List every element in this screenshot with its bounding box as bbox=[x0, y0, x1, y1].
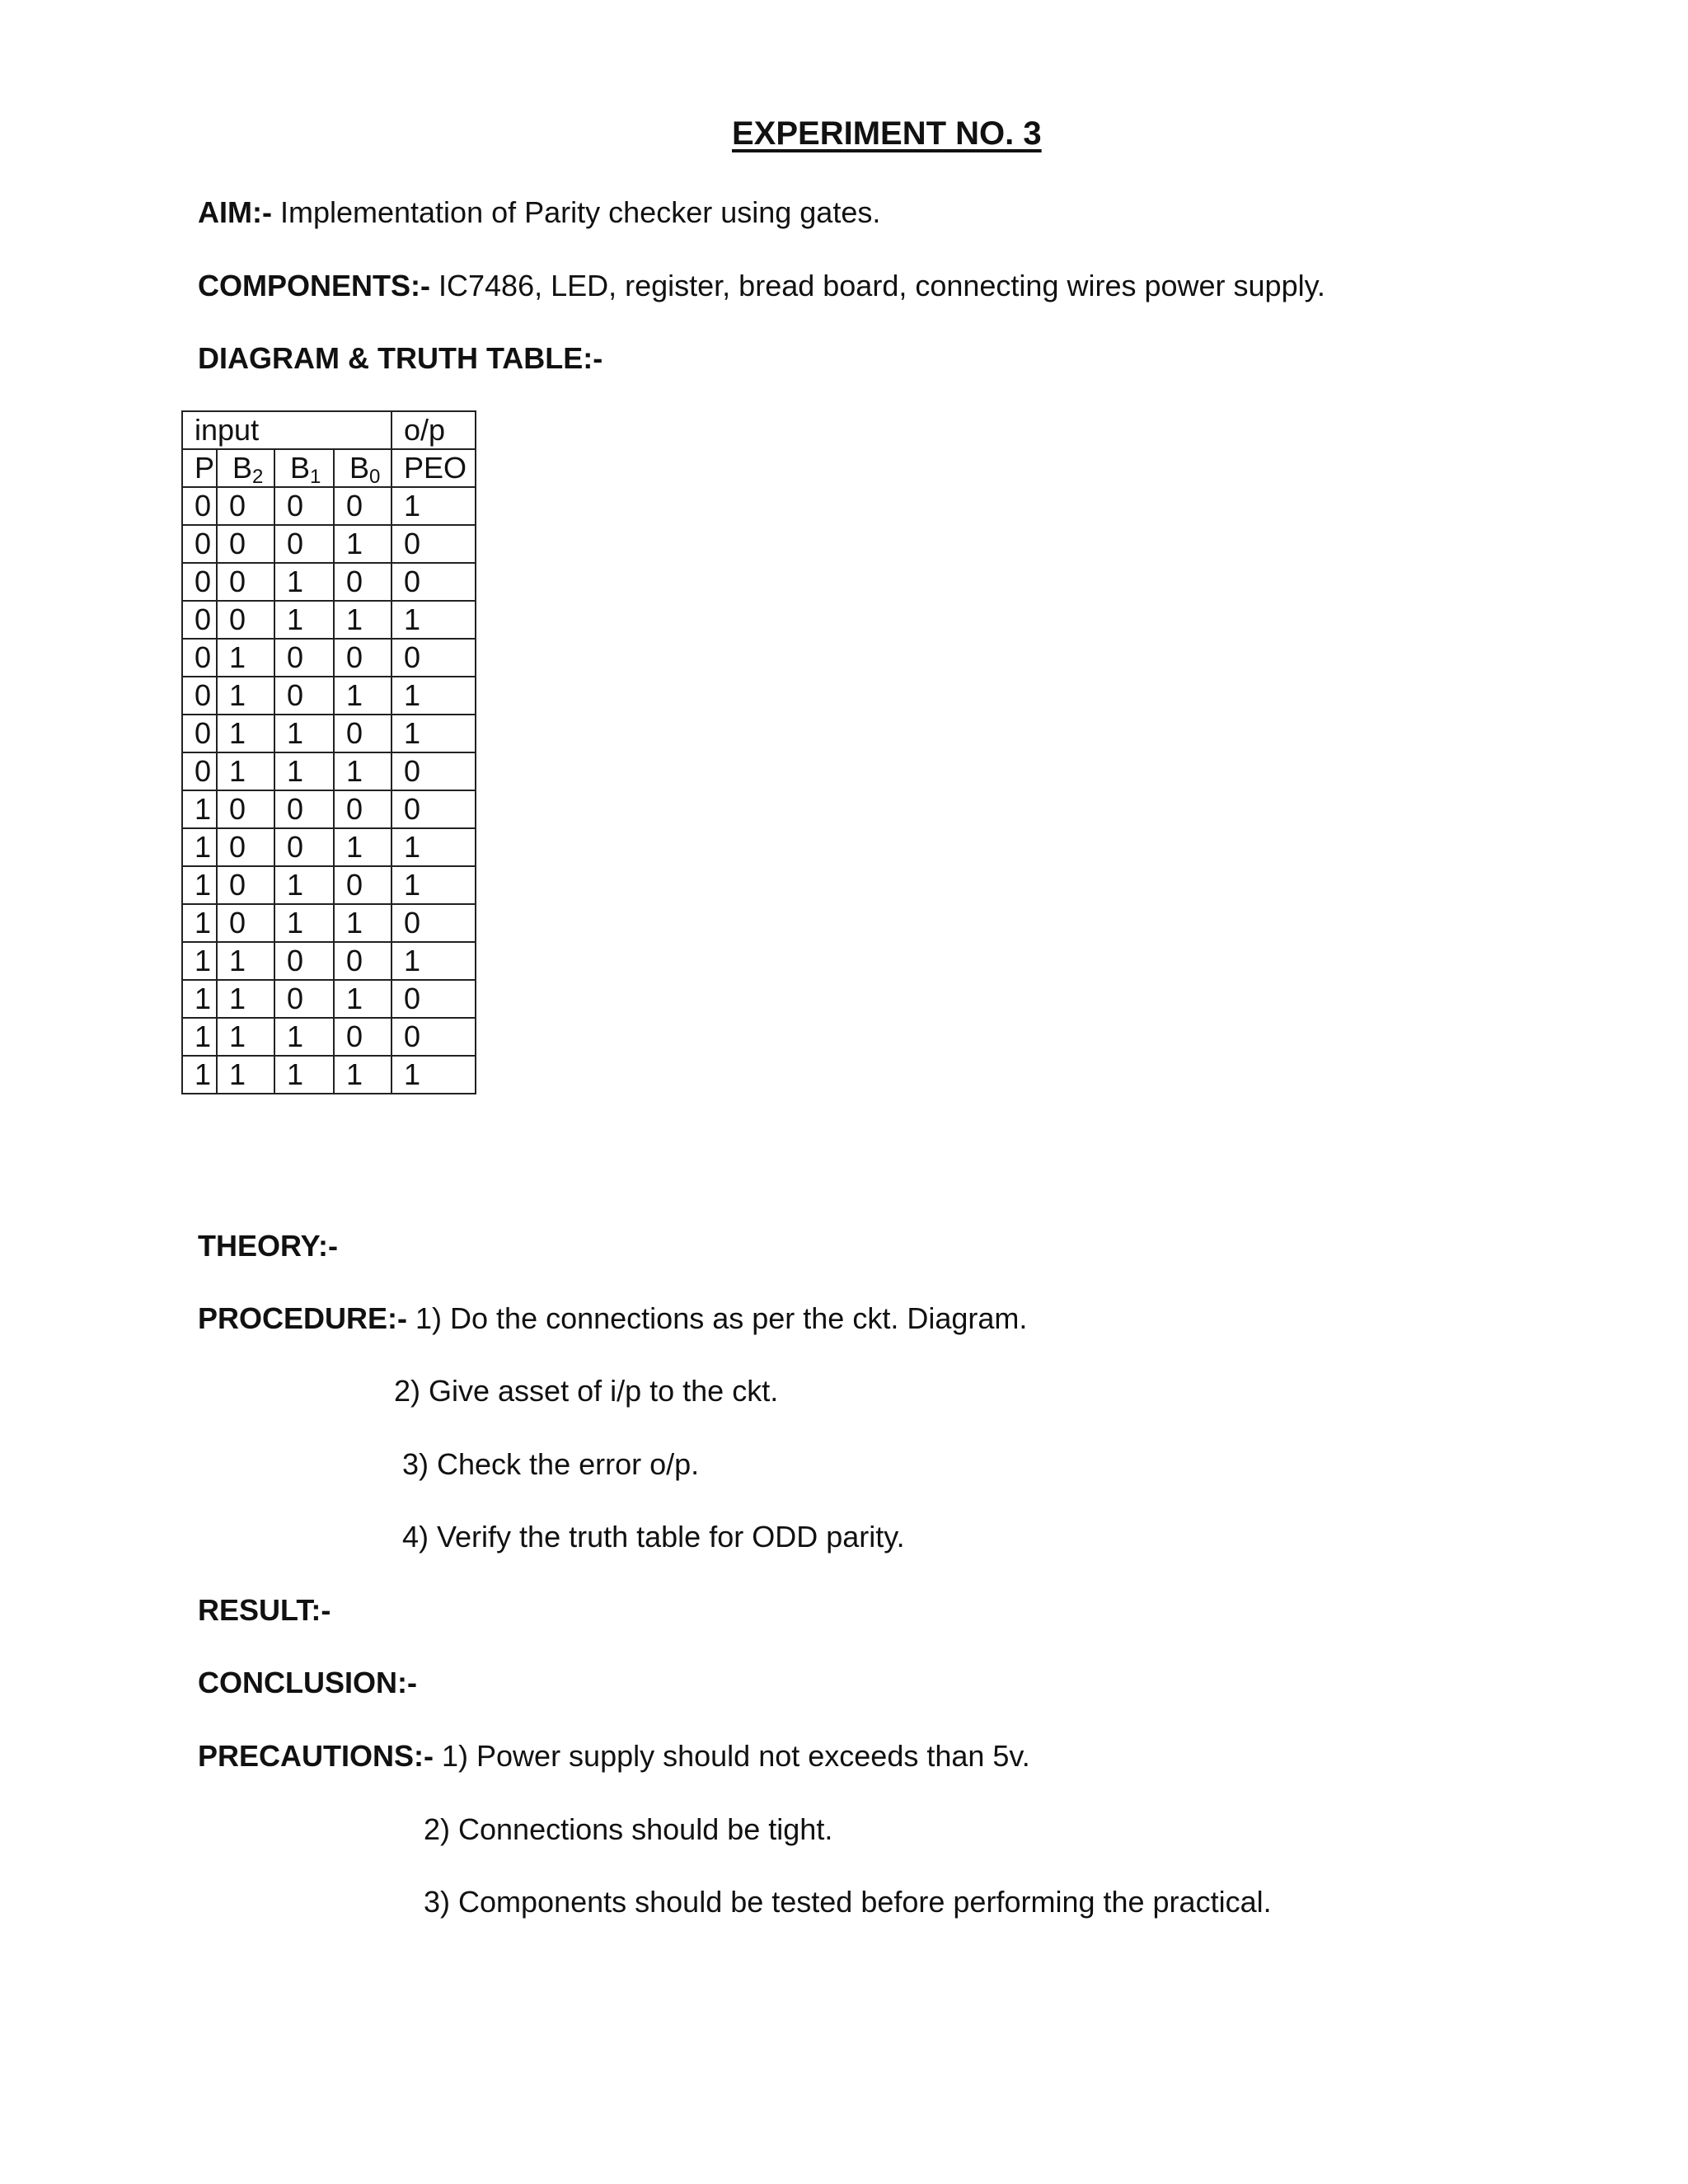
table-row bbox=[182, 487, 476, 525]
table-cell-b2: 0 bbox=[217, 525, 274, 563]
table-cell-peo: 0 bbox=[392, 639, 476, 677]
table-cell-b0: 0 bbox=[334, 487, 392, 525]
table-cell-peo: 1 bbox=[392, 677, 476, 715]
table-cell-p: 0 bbox=[182, 601, 217, 639]
table-cell-b1: 1 bbox=[274, 866, 334, 904]
table-cell-b1: 0 bbox=[274, 828, 334, 866]
input-group-header: input bbox=[182, 411, 392, 449]
table-cell-b1: 1 bbox=[274, 563, 334, 601]
precaution-step-1: 1) Power supply should not exceeds than 5v. bbox=[434, 1739, 1030, 1773]
table-cell-b1: 0 bbox=[274, 677, 334, 715]
table-row bbox=[182, 563, 476, 601]
table-cell-p: 1 bbox=[182, 980, 217, 1018]
table-cell-b0: 1 bbox=[334, 828, 392, 866]
procedure-label: PROCEDURE:- bbox=[198, 1301, 408, 1335]
table-cell-b1: 1 bbox=[274, 1018, 334, 1056]
table-row bbox=[182, 1056, 476, 1094]
table-cell-b2: 0 bbox=[217, 866, 274, 904]
table-cell-b1: 1 bbox=[274, 752, 334, 790]
col-header-b2: $B_2$ bbox=[217, 449, 274, 487]
truth-table bbox=[181, 410, 476, 1094]
aim-line bbox=[198, 194, 880, 231]
table-cell-b0: 1 bbox=[334, 980, 392, 1018]
table-cell-b1: 0 bbox=[274, 980, 334, 1018]
table-row bbox=[182, 601, 476, 639]
table-cell-b2: 0 bbox=[217, 563, 274, 601]
table-cell-p: 0 bbox=[182, 677, 217, 715]
table-cell-b2: 1 bbox=[217, 980, 274, 1018]
table-row bbox=[182, 904, 476, 942]
table-cell-b0: 1 bbox=[334, 1056, 392, 1094]
col-header-b0: $B_0$ bbox=[334, 449, 392, 487]
table-row bbox=[182, 752, 476, 790]
precaution-step-3: 3) Components should be tested before performing the practical. bbox=[424, 1885, 1272, 1919]
table-cell-peo: 0 bbox=[392, 790, 476, 828]
table-cell-p: 0 bbox=[182, 563, 217, 601]
table-row bbox=[182, 715, 476, 752]
table-cell-peo: 1 bbox=[392, 1056, 476, 1094]
table-cell-b0: 1 bbox=[334, 601, 392, 639]
table-cell-p: 0 bbox=[182, 525, 217, 563]
table-row bbox=[182, 790, 476, 828]
table-cell-b0: 1 bbox=[334, 677, 392, 715]
table-cell-peo: 0 bbox=[392, 980, 476, 1018]
table-cell-p: 1 bbox=[182, 904, 217, 942]
table-cell-b1: 0 bbox=[274, 942, 334, 980]
table-cell-peo: 1 bbox=[392, 601, 476, 639]
table-row bbox=[182, 828, 476, 866]
table-cell-b1: 0 bbox=[274, 487, 334, 525]
table-cell-p: 1 bbox=[182, 1018, 217, 1056]
table-cell-b0: 0 bbox=[334, 715, 392, 752]
components-text: IC7486, LED, register, bread board, connecting wires power supply. bbox=[430, 269, 1325, 302]
table-cell-peo: 1 bbox=[392, 866, 476, 904]
components-label: COMPONENTS:- bbox=[198, 269, 430, 302]
table-cell-peo: 0 bbox=[392, 525, 476, 563]
table-cell-p: 1 bbox=[182, 866, 217, 904]
truth-table-body bbox=[182, 411, 476, 1094]
table-row bbox=[182, 639, 476, 677]
table-cell-p: 1 bbox=[182, 790, 217, 828]
table-cell-p: 0 bbox=[182, 487, 217, 525]
table-cell-p: 0 bbox=[182, 639, 217, 677]
table-cell-b0: 0 bbox=[334, 639, 392, 677]
table-cell-peo: 1 bbox=[392, 715, 476, 752]
precautions-label: PRECAUTIONS:- bbox=[198, 1739, 434, 1773]
column-header-row bbox=[182, 449, 476, 487]
table-cell-peo: 1 bbox=[392, 487, 476, 525]
procedure-step-2: 2) Give asset of i/p to the ckt. bbox=[394, 1374, 779, 1408]
table-cell-b2: 0 bbox=[217, 790, 274, 828]
table-cell-b2: 1 bbox=[217, 1018, 274, 1056]
table-cell-b0: 0 bbox=[334, 942, 392, 980]
table-cell-b2: 1 bbox=[217, 677, 274, 715]
conclusion-line bbox=[198, 1665, 417, 1701]
diagram-heading-label: DIAGRAM & TRUTH TABLE:- bbox=[198, 341, 603, 375]
theory-line bbox=[198, 1228, 338, 1264]
precaution-step-2: 2) Connections should be tight. bbox=[424, 1812, 833, 1846]
result-line bbox=[198, 1592, 331, 1629]
table-cell-peo: 0 bbox=[392, 1018, 476, 1056]
col-header-peo: PEO bbox=[392, 449, 476, 487]
procedure-line bbox=[198, 1301, 1027, 1337]
table-cell-b0: 0 bbox=[334, 790, 392, 828]
table-cell-peo: 0 bbox=[392, 752, 476, 790]
table-cell-p: 1 bbox=[182, 828, 217, 866]
table-cell-b1: 0 bbox=[274, 525, 334, 563]
table-cell-b2: 1 bbox=[217, 752, 274, 790]
aim-text: Implementation of Parity checker using gates. bbox=[271, 195, 881, 229]
conclusion-label: CONCLUSION:- bbox=[198, 1666, 417, 1699]
table-cell-b1: 1 bbox=[274, 904, 334, 942]
table-cell-b1: 1 bbox=[274, 601, 334, 639]
table-cell-peo: 0 bbox=[392, 563, 476, 601]
table-cell-b1: 1 bbox=[274, 715, 334, 752]
table-cell-b1: 0 bbox=[274, 639, 334, 677]
table-cell-b1: 0 bbox=[274, 790, 334, 828]
procedure-step-1: 1) Do the connections as per the ckt. Diagram. bbox=[407, 1301, 1028, 1335]
table-cell-peo: 0 bbox=[392, 904, 476, 942]
procedure-step-3: 3) Check the error o/p. bbox=[402, 1447, 700, 1481]
table-cell-b0: 1 bbox=[334, 904, 392, 942]
table-cell-b2: 1 bbox=[217, 942, 274, 980]
col-header-b1: $B_1$ bbox=[274, 449, 334, 487]
table-cell-b0: 1 bbox=[334, 752, 392, 790]
table-row bbox=[182, 525, 476, 563]
table-row bbox=[182, 980, 476, 1018]
table-row bbox=[182, 677, 476, 715]
table-cell-b0: 0 bbox=[334, 563, 392, 601]
table-row bbox=[182, 942, 476, 980]
table-cell-b2: 0 bbox=[217, 601, 274, 639]
table-row bbox=[182, 866, 476, 904]
table-cell-b2: 1 bbox=[217, 715, 274, 752]
components-line bbox=[198, 268, 1325, 304]
table-cell-peo: 1 bbox=[392, 828, 476, 866]
table-cell-b2: 0 bbox=[217, 828, 274, 866]
precautions-line bbox=[198, 1738, 1030, 1774]
table-cell-b0: 1 bbox=[334, 525, 392, 563]
table-cell-b2: 0 bbox=[217, 487, 274, 525]
table-cell-b1: 1 bbox=[274, 1056, 334, 1094]
table-row bbox=[182, 1018, 476, 1056]
table-cell-p: 1 bbox=[182, 942, 217, 980]
theory-label: THEORY:- bbox=[198, 1229, 338, 1263]
table-cell-b0: 0 bbox=[334, 866, 392, 904]
table-cell-b2: 1 bbox=[217, 639, 274, 677]
experiment-title: EXPERIMENT NO. 3 bbox=[732, 115, 1042, 152]
table-cell-p: 0 bbox=[182, 752, 217, 790]
aim-label: AIM:- bbox=[198, 195, 272, 229]
result-label: RESULT:- bbox=[198, 1593, 331, 1627]
group-header-row bbox=[182, 411, 476, 449]
diagram-heading bbox=[198, 340, 603, 377]
col-header-p: P bbox=[182, 449, 217, 487]
table-cell-peo: 1 bbox=[392, 942, 476, 980]
procedure-step-4: 4) Verify the truth table for ODD parity. bbox=[402, 1520, 905, 1554]
table-cell-b2: 0 bbox=[217, 904, 274, 942]
table-cell-b0: 0 bbox=[334, 1018, 392, 1056]
output-group-header: o/p bbox=[392, 411, 476, 449]
table-cell-b2: 1 bbox=[217, 1056, 274, 1094]
table-cell-p: 1 bbox=[182, 1056, 217, 1094]
table-cell-p: 0 bbox=[182, 715, 217, 752]
